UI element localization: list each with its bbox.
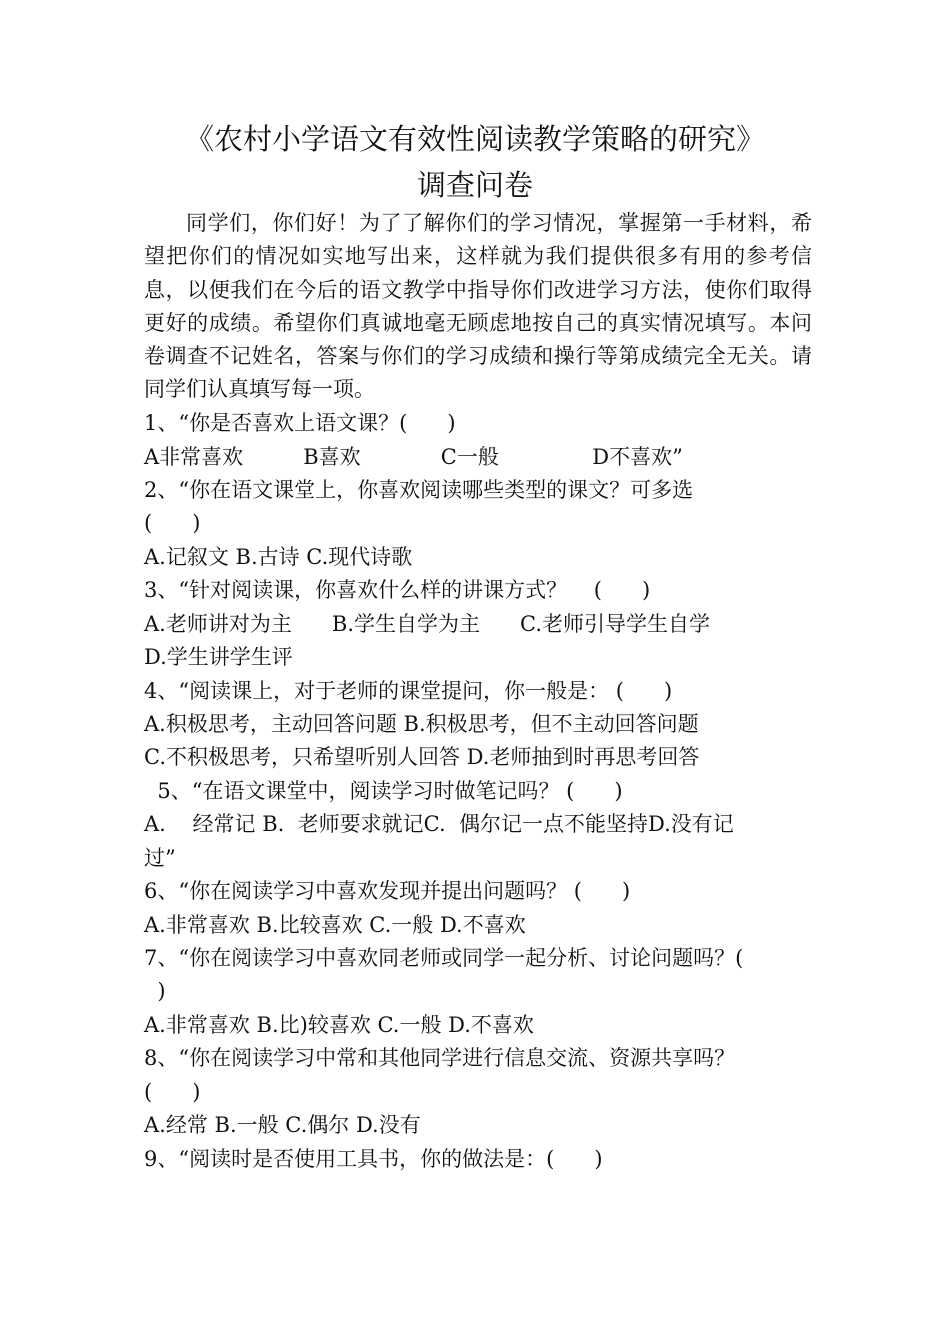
question-7-blank: ) xyxy=(144,979,166,1003)
intro-paragraph: 同学们，你们好！为了了解你们的学习情况，掌握第一手材料，希望把你们的情况如实地写出来，这样就为我们提供很多有用的参考信息，以便我们在今后的语文教学中指导你们改进学习方法，使你们取得更好的成绩。希望你们真诚地毫无顾虑地按自己的真实情况填写。本问卷调查不记姓名，答案与你们的学习成绩和操行等第成绩完全无关。请同学们认真填写每一项。 xyxy=(144,211,812,402)
document-subtitle: 调查问卷 xyxy=(416,168,533,202)
question-6: 6、“你在阅读学习中喜欢发现并提出问题吗？ ( ) xyxy=(144,879,631,903)
question-4-options: A.积极思考，主动回答问题 B.积极思考，但不主动回答问题 xyxy=(144,712,699,736)
question-4-options-cont: C.不积极思考，只希望听别人回答 D.老师抽到时再思考回答 xyxy=(144,745,700,769)
question-9: 9、“阅读时是否使用工具书，你的做法是：( ) xyxy=(144,1147,603,1171)
question-5: 5、“在语文课堂中，阅读学习时做笔记吗？ ( ) xyxy=(144,779,623,803)
question-4: 4、“阅读课上，对于老师的课堂提问，你一般是： ( ) xyxy=(144,679,673,703)
question-1: 1、“你是否喜欢上语文课？( ) xyxy=(144,411,456,435)
question-1-options: A非常喜欢 B喜欢 C一般 D不喜欢” xyxy=(144,445,683,469)
question-8-blank: ( ) xyxy=(144,1080,201,1104)
question-3: 3、“针对阅读课，你喜欢什么样的讲课方式？ ( ) xyxy=(144,578,651,602)
question-2-options: A.记叙文 B.古诗 C.现代诗歌 xyxy=(144,545,413,569)
question-5-options: A. 经常记 B. 老师要求就记C. 偶尔记一点不能坚持D.没有记 xyxy=(144,812,734,836)
question-5-options-cont: 过” xyxy=(144,846,176,870)
question-6-options: A.非常喜欢 B.比较喜欢 C.一般 D.不喜欢 xyxy=(144,913,526,937)
question-3-options-cont: D.学生讲学生评 xyxy=(144,645,293,669)
document-title: 《农村小学语文有效性阅读教学策略的研究》 xyxy=(184,122,765,156)
question-2: 2、“你在语文课堂上，你喜欢阅读哪些类型的课文？可多选 xyxy=(144,478,694,502)
question-2-blank: ( ) xyxy=(144,511,201,535)
question-7-options: A.非常喜欢 B.比)较喜欢 C.一般 D.不喜欢 xyxy=(144,1013,534,1037)
question-8: 8、“你在阅读学习中常和其他同学进行信息交流、资源共享吗？ xyxy=(144,1046,736,1070)
question-7: 7、“你在阅读学习中喜欢同老师或同学一起分析、讨论问题吗？( xyxy=(144,946,744,970)
question-3-options: A.老师讲对为主 B.学生自学为主 C.老师引导学生自学 xyxy=(144,612,711,636)
question-8-options: A.经常 B.一般 C.偶尔 D.没有 xyxy=(144,1113,421,1137)
